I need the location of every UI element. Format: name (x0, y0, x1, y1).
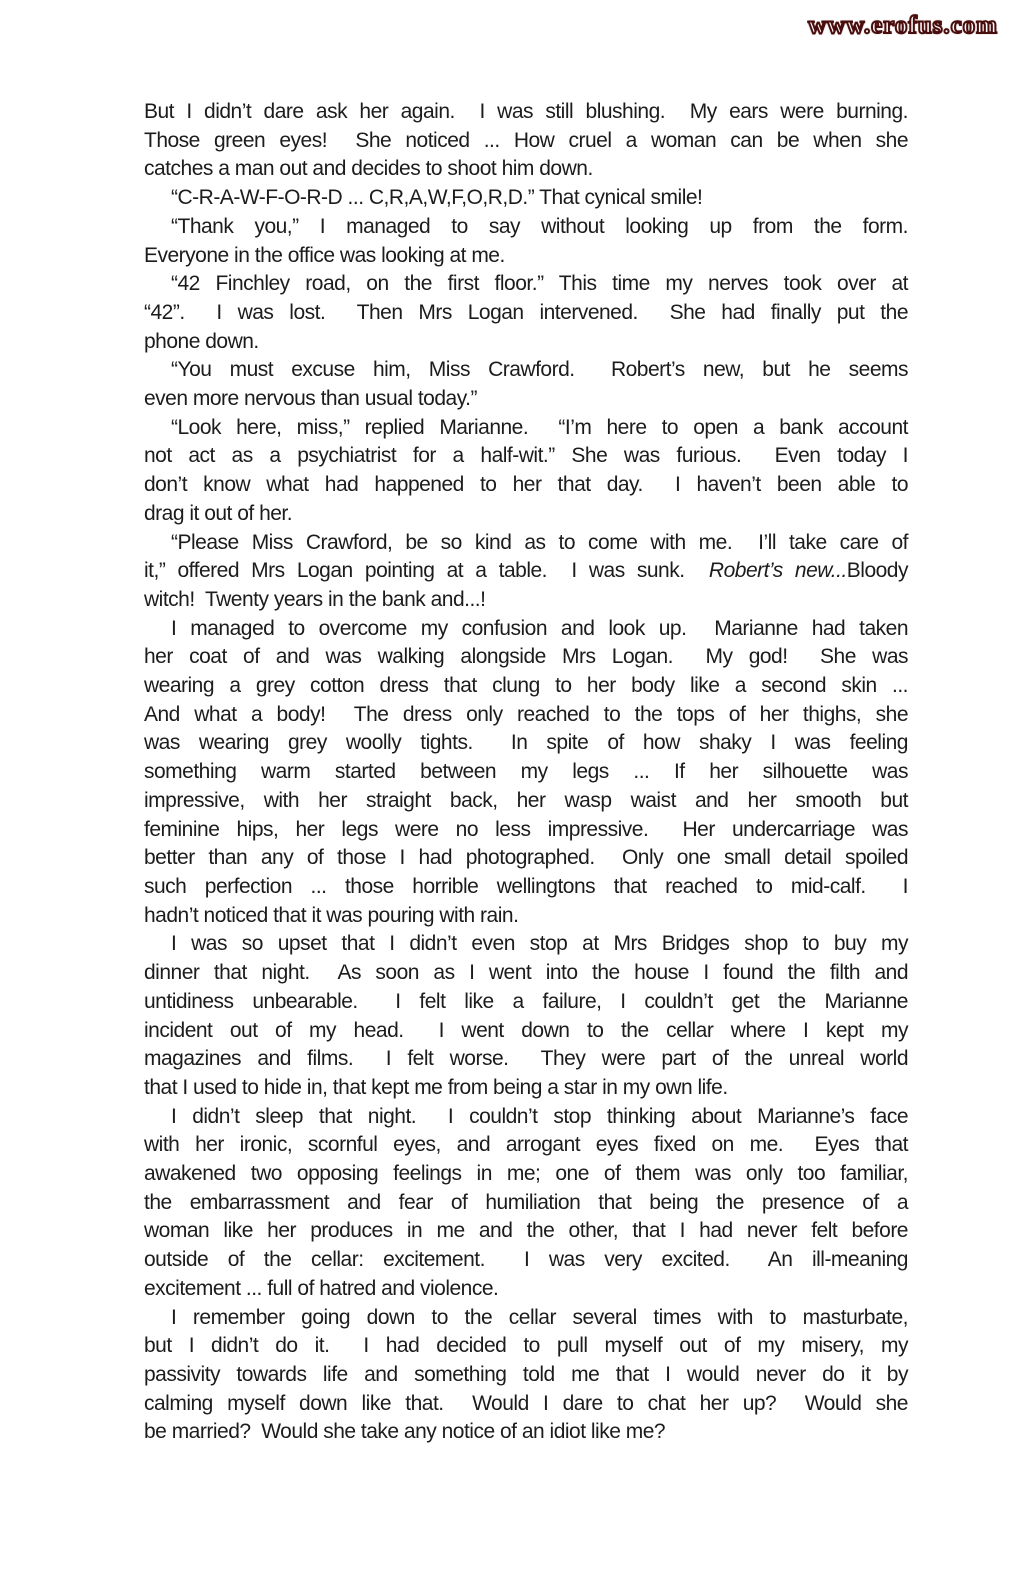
text-line: “You must excuse him, Miss Crawford. Robert’s new, but he seems (171, 358, 908, 382)
text-line: wearing a grey cotton dress that clung to her body like a second skin ... (144, 674, 908, 698)
text-line: excitement ... full of hatred and violence. (144, 1276, 499, 1300)
text-line: “Please Miss Crawford, be so kind as to come with me. I’ll take care of (171, 530, 908, 554)
text-line: incident out of my head. I went down to the cellar where I kept my (144, 1018, 908, 1042)
text-line: woman like her produces in me and the other, that I had never felt before (144, 1219, 908, 1243)
text-line: be married? Would she take any notice of an idiot like me? (144, 1420, 666, 1444)
text-line: “Look here, miss,” replied Marianne. “I’m here to open a bank account (171, 415, 908, 439)
text-segment: Bloody (846, 559, 908, 583)
text-line: better than any of those I had photographed. Only one small detail spoiled (144, 846, 908, 870)
paragraph (144, 1304, 908, 1448)
text-line: her coat of and was walking alongside Mrs Logan. My god! She was (144, 645, 908, 669)
text-line: even more nervous than usual today.” (144, 387, 477, 411)
text-segment: it,” offered Mrs Logan pointing at a table. I was sunk. (144, 559, 709, 583)
text-line: feminine hips, her legs were no less impressive. Her undercarriage was (144, 817, 908, 841)
text-line: was wearing grey woolly tights. In spite of how shaky I was feeling (144, 731, 908, 755)
text-line: hadn’t noticed that it was pouring with rain. (144, 903, 519, 927)
text-line: Everyone in the office was looking at me. (144, 243, 505, 267)
text-line: witch! Twenty years in the bank and...! (144, 587, 486, 611)
text-line: drag it out of her. (144, 501, 293, 525)
text-line: the embarrassment and fear of humiliation that being the presence of a (144, 1190, 908, 1214)
text-line: magazines and films. I felt worse. They were part of the unreal world (144, 1047, 908, 1071)
paragraph (144, 270, 908, 356)
text-line: Those green eyes! She noticed ... How cruel a woman can be when she (144, 128, 908, 152)
text-line: passivity towards life and something told me that I would never do it by (144, 1362, 908, 1386)
paragraph (144, 213, 908, 270)
text-line: calming myself down like that. Would I dare to chat her up? Would she (144, 1391, 908, 1415)
paragraph (144, 98, 908, 184)
text-line: “Thank you,” I managed to say without looking up from the form. (171, 214, 908, 238)
paragraph (144, 1103, 908, 1304)
paragraph (144, 414, 908, 529)
paragraph (144, 529, 908, 615)
text-line: untidiness unbearable. I felt like a failure, I couldn’t get the Marianne (144, 989, 908, 1013)
text-line: “C-R-A-W-F-O-R-D ... C,R,A,W,F,O,R,D.” That cynical smile! (171, 186, 703, 210)
text-line: with her ironic, scornful eyes, and arrogant eyes fixed on me. Eyes that (144, 1133, 908, 1157)
paragraph (144, 184, 908, 213)
text-line: But I didn’t dare ask her again. I was still blushing. My ears were burning. (144, 100, 908, 123)
text-line: I didn’t sleep that night. I couldn’t stop thinking about Marianne’s face (171, 1104, 908, 1128)
text-line: that I used to hide in, that kept me from being a star in my own life. (144, 1075, 728, 1099)
text-line: awakened two opposing feelings in me; one of them was only too familiar, (144, 1162, 908, 1186)
text-line: And what a body! The dress only reached to the tops of her thighs, she (144, 702, 908, 726)
text-line (144, 557, 908, 586)
text-line: something warm started between my legs ... If her silhouette was (144, 760, 908, 784)
text-line: don’t know what had happened to her that day. I haven’t been able to (144, 473, 908, 497)
text-line: phone down. (144, 329, 259, 353)
italic-text-segment: Robert’s new... (708, 559, 847, 583)
text-line: I managed to overcome my confusion and look up. Marianne had taken (171, 616, 908, 640)
text-line: impressive, with her straight back, her wasp waist and her smooth but (144, 788, 908, 812)
text-line: “42 Finchley road, on the first floor.” This time my nerves took over at (171, 272, 908, 296)
text-line: such perfection ... those horrible wellingtons that reached to mid-calf. I (144, 874, 908, 898)
paragraph (144, 930, 908, 1102)
text-line: not act as a psychiatrist for a half-wit.” She was furious. Even today I (144, 444, 908, 468)
text-line: I remember going down to the cellar several times with to masturbate, (171, 1305, 908, 1329)
text-line: outside of the cellar: excitement. I was very excited. An ill-meaning (144, 1248, 908, 1272)
text-block (144, 98, 908, 1447)
text-line: catches a man out and decides to shoot him down. (144, 157, 593, 181)
text-line: but I didn’t do it. I had decided to pull myself out of my misery, my (144, 1334, 908, 1358)
watermark: www.erofus.com (808, 12, 998, 39)
text-line: I was so upset that I didn’t even stop at Mrs Bridges shop to buy my (171, 932, 908, 956)
paragraph (144, 615, 908, 931)
text-line: “42”. I was lost. Then Mrs Logan intervened. She had finally put the (144, 300, 908, 324)
text-line: dinner that night. As soon as I went into the house I found the filth and (144, 961, 908, 985)
paragraph (144, 356, 908, 413)
